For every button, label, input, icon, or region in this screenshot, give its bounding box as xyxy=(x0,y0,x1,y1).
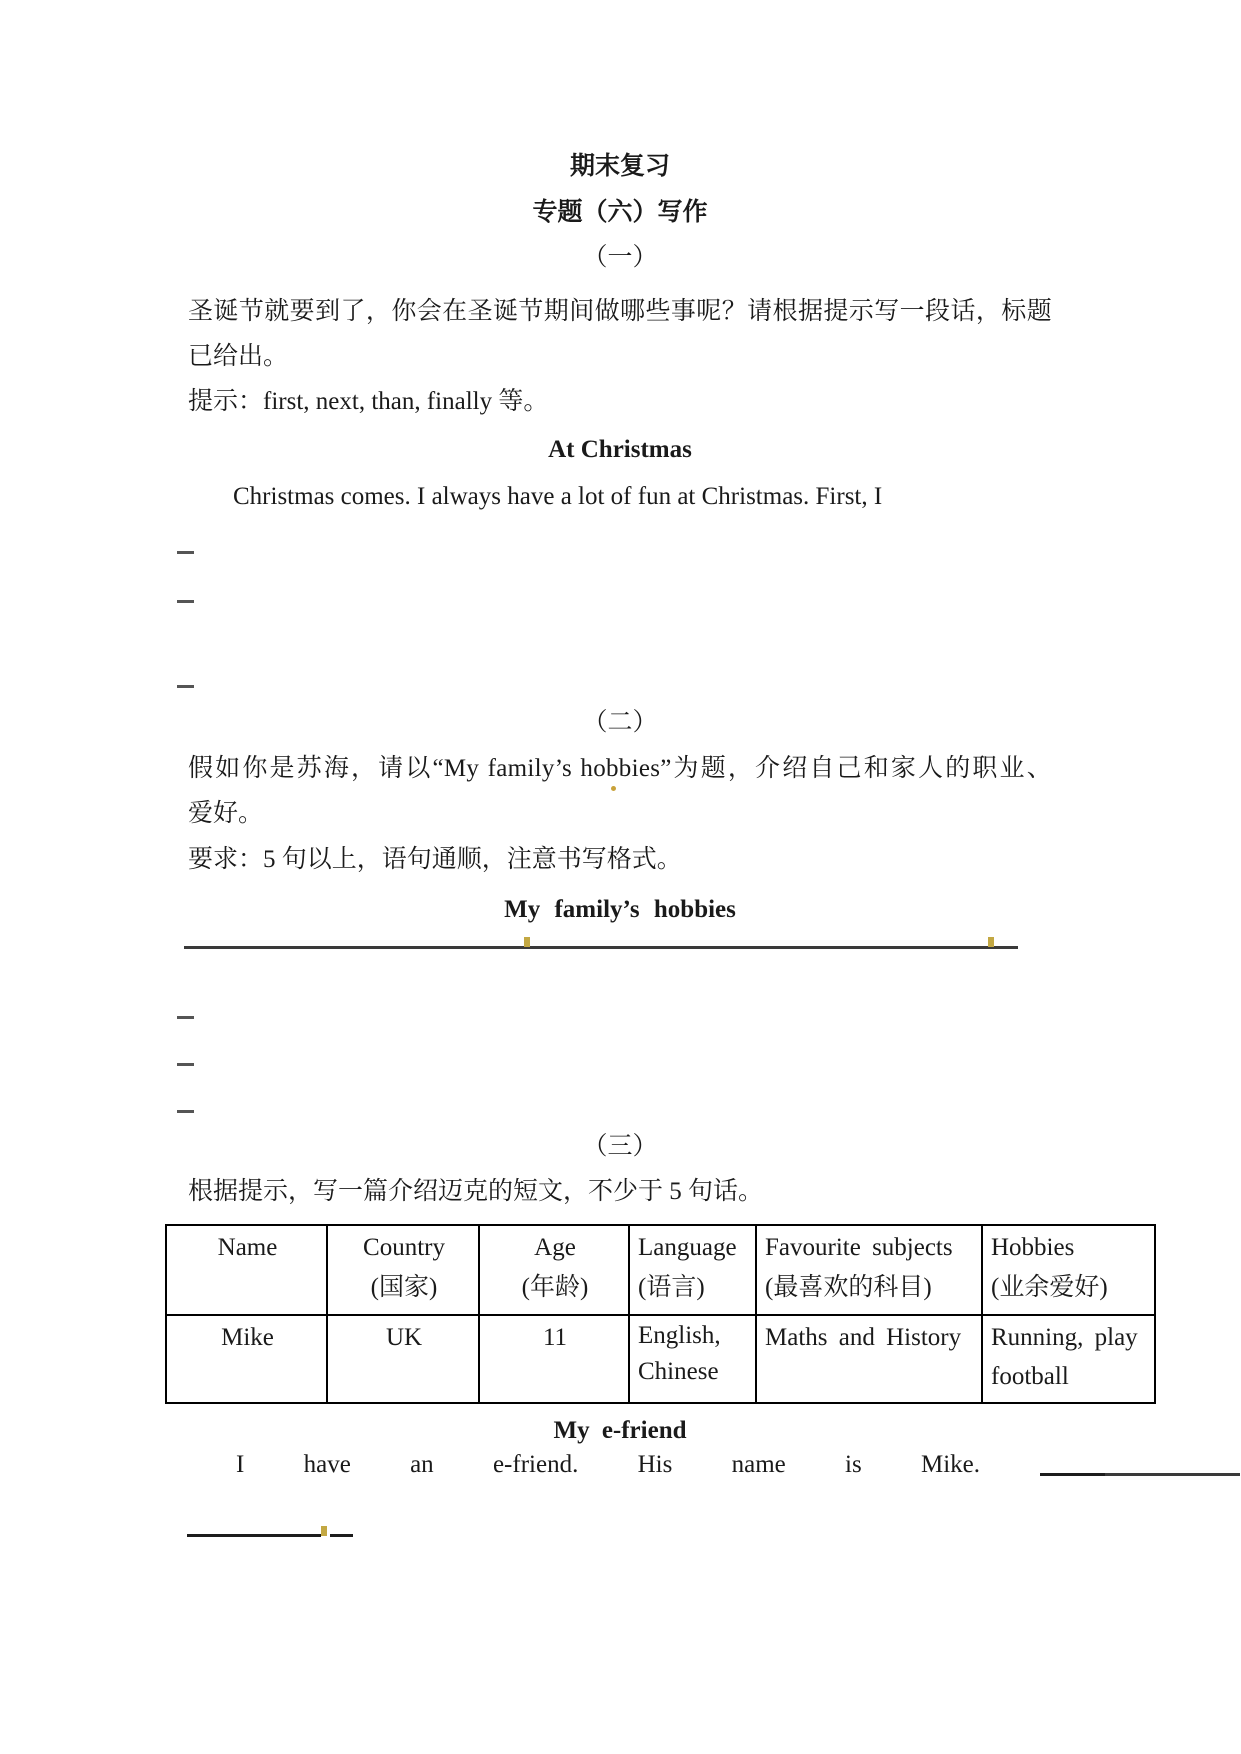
section-two-requirement: 要求：5 句以上，语句通顺，注意书写格式。 xyxy=(188,846,682,873)
section-one-essay-title: At Christmas xyxy=(548,436,692,463)
table-cell-country: UK xyxy=(327,1315,479,1403)
answer-blank-line xyxy=(177,1016,194,1019)
section-three-prompt: 根据提示，写一篇介绍迈克的短文，不少于 5 句话。 xyxy=(188,1178,764,1205)
table-cell-name: Mike xyxy=(166,1315,327,1403)
section-one-label: （一） xyxy=(582,244,658,271)
writing-rule-line xyxy=(187,1534,321,1537)
writing-rule-line xyxy=(184,946,1018,949)
section-two-label: （二） xyxy=(582,709,658,736)
section-three-label: （三） xyxy=(582,1133,658,1160)
table-header-language: Language (语言) xyxy=(629,1225,756,1315)
answer-blank-line xyxy=(177,551,194,554)
section-two-prompt-line2: 爱好。 xyxy=(188,800,264,827)
section-three-essay-title: My e-friend xyxy=(553,1417,687,1444)
table-cell-language: English, Chinese xyxy=(629,1315,756,1403)
table-data-row xyxy=(166,1315,1155,1403)
section-one-hint: 提示：first, next, than, finally 等。 xyxy=(188,388,549,415)
table-header-favourite-subjects: Favourite subjects (最喜欢的科目) xyxy=(756,1225,982,1315)
section-two-prompt-line1: 假如你是苏海，请以“My family’s hobbies”为题，介绍自己和家人的职业、 xyxy=(188,755,1052,782)
section-three-essay-opening: I have an e-friend. His name is Mike. xyxy=(236,1451,980,1478)
section-one-essay-opening: Christmas comes. I always have a lot of fun at Christmas. First, I xyxy=(233,483,883,510)
writing-rule-line-dark-segment xyxy=(1040,1473,1105,1476)
table-header-hobbies: Hobbies (业余爱好) xyxy=(982,1225,1155,1315)
answer-blank-line xyxy=(177,1110,194,1113)
writing-rule-line xyxy=(330,1534,353,1537)
doc-subtitle: 专题（六）写作 xyxy=(532,199,708,226)
section-one-prompt-line2: 已给出。 xyxy=(188,343,289,370)
stray-yellow-mark xyxy=(321,1526,327,1536)
stray-yellow-mark xyxy=(524,937,530,947)
table-header-name: Name xyxy=(166,1225,327,1315)
table-header-age: Age (年龄) xyxy=(479,1225,629,1315)
table-cell-hobbies: Running, play football xyxy=(982,1315,1155,1403)
answer-blank-line xyxy=(177,685,194,688)
profile-table xyxy=(165,1224,1156,1404)
doc-title: 期末复习 xyxy=(569,153,670,180)
table-cell-favourite-subjects: Maths and History xyxy=(756,1315,982,1403)
table-header-country: Country (国家) xyxy=(327,1225,479,1315)
section-two-essay-title: My family’s hobbies xyxy=(504,896,736,923)
table-header-row xyxy=(166,1225,1155,1315)
table-cell-age: 11 xyxy=(479,1315,629,1403)
answer-blank-line xyxy=(177,600,194,603)
stray-yellow-mark xyxy=(988,937,994,947)
section-one-prompt-line1: 圣诞节就要到了，你会在圣诞节期间做哪些事呢？请根据提示写一段话，标题 xyxy=(188,298,1052,325)
answer-blank-line xyxy=(177,1063,194,1066)
